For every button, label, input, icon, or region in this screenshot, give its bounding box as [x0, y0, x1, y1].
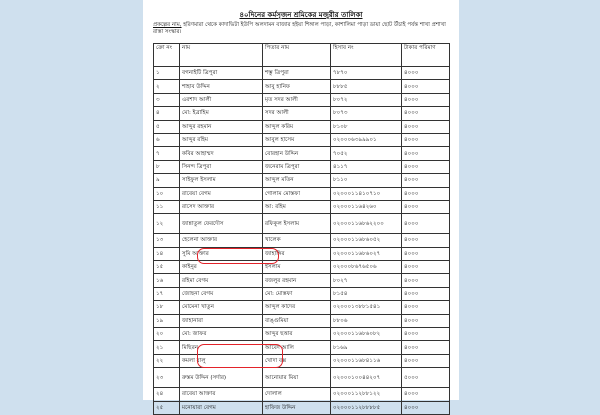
cell-father-name: বজলুর রহমান	[263, 274, 331, 287]
cell-amount: ৪০০০	[402, 388, 450, 401]
cell-father-name: দোলাল	[263, 388, 331, 401]
document-title: ৪০দিনের কর্মসৃজন শ্রমিকের মজুরীর তালিকা	[239, 11, 363, 19]
cell-account-no: ৮১৫৪	[331, 287, 402, 300]
cell-account-no: ০২০০০১৩৮৮১৫৪১	[331, 301, 402, 314]
cell-amount: ৪০০০	[402, 314, 450, 327]
table-row	[154, 67, 450, 80]
cell-account-no: ৮৮০৬	[331, 314, 402, 327]
cell-serial: ২০	[154, 328, 180, 341]
cell-father-name: জনেরাম ত্রিপুরা	[263, 160, 331, 173]
cell-account-no: ৮০২৭	[331, 274, 402, 287]
cell-account-no: ৪১১৭	[331, 160, 402, 173]
cell-account-no: ০২০০০১১২৮৮৮৮৫	[331, 401, 402, 414]
table-row	[154, 368, 450, 388]
cell-name: রাসেদ আক্তার	[180, 200, 263, 213]
table-row	[154, 147, 450, 160]
cell-account-no: ০২০০০১১৬৪২৬০	[331, 200, 402, 213]
cell-amount: ৪০০০	[402, 93, 450, 106]
cell-father-name: আবুল হাসেম	[263, 133, 331, 146]
cell-amount: ৪০০০	[402, 67, 450, 80]
table-header-row	[154, 44, 450, 67]
cell-name: শাহাব উদ্দিন	[180, 80, 263, 93]
cell-name: জান্নাতুল ফেরদৌস	[180, 214, 263, 234]
header-father-name: পিতার নাম	[263, 44, 331, 67]
cell-amount: ৪০০০	[402, 341, 450, 354]
table-row	[154, 160, 450, 173]
cell-amount: ৪০০০	[402, 107, 450, 120]
project-text: হরিণমারা থেকে কাদাভিটা ইউপি অলদামন বাজার হইয়া শিঙ্গাল পাড়া, কাশালিমা পাড়া ডায়া ছোট উঁচাই পর্যন্ত শাখা প্রশাখা রাস্তা সংস্কার।	[153, 22, 446, 35]
cell-amount: ৪০০০	[402, 247, 450, 260]
cell-father-name: আব্দুল করিম	[263, 120, 331, 133]
cell-father-name: সদর আলী	[263, 107, 331, 120]
cell-father-name: শম্ভু ত্রিপুরা	[263, 67, 331, 80]
cell-account-no: ০২০০০৮৬৭৬৫০৬	[331, 261, 402, 274]
table-row	[154, 214, 450, 234]
cell-serial: ২৩	[154, 368, 180, 388]
table-row	[154, 93, 450, 106]
table-row	[154, 234, 450, 247]
table-row	[154, 314, 450, 327]
cell-father-name: আব্দুল কাদের	[263, 301, 331, 314]
cell-name: বগনাইটি ত্রিপুরা	[180, 67, 263, 80]
project-description	[153, 22, 449, 36]
cell-amount: ৪০০০	[402, 401, 450, 414]
cell-amount: ৪০০০	[402, 187, 450, 200]
cell-name: সুমি আক্তার	[180, 247, 263, 260]
cell-serial: ২	[154, 80, 180, 93]
project-label: প্রকল্পের নাম,	[153, 22, 182, 28]
cell-account-no: ০২০০০১১৬৮৬২২০০	[331, 214, 402, 234]
table-row	[154, 174, 450, 187]
cell-serial: ১	[154, 67, 180, 80]
cell-name: কমলা বালু	[180, 354, 263, 367]
cell-father-name: আবু হানিফ	[263, 80, 331, 93]
cell-name: জোছনা বেগম	[180, 287, 263, 300]
cell-name: মো: জাফর	[180, 328, 263, 341]
cell-account-no: ০২০০০১১৪১০৭১০	[331, 187, 402, 200]
cell-account-no: ০২০০০১০০৪৪২০৭	[331, 368, 402, 388]
cell-account-no: ০২০০০১১৬৮৬০২৭	[331, 247, 402, 260]
cell-amount: ৪০০০	[402, 234, 450, 247]
document-page	[143, 0, 459, 411]
cell-serial: ১৫	[154, 261, 180, 274]
table-row	[154, 274, 450, 287]
table-row	[154, 133, 450, 146]
cell-account-no: ৮১১০	[331, 174, 402, 187]
cell-amount: ৪০০০	[402, 301, 450, 314]
cell-serial: ১২	[154, 214, 180, 234]
cell-serial: ৪	[154, 107, 180, 120]
cell-serial: ১৮	[154, 301, 180, 314]
cell-amount: ৪০০০	[402, 160, 450, 173]
cell-father-name: মো: মোস্তফা	[263, 287, 331, 300]
cell-name: সিনন্দ ত্রিপুরা	[180, 160, 263, 173]
cell-serial: ৮	[154, 160, 180, 173]
cell-amount: ৪০০০	[402, 174, 450, 187]
cell-amount: ৪০০০	[402, 200, 450, 213]
cell-name: রুস্তম উদ্দিন (সর্দার)	[180, 368, 263, 388]
cell-amount: ৪০০০	[402, 287, 450, 300]
cell-serial: ২৪	[154, 388, 180, 401]
table-row	[154, 388, 450, 401]
cell-account-no: ০২০০০১১২৮৮১২২	[331, 388, 402, 401]
cell-amount: ৪০০০	[402, 261, 450, 274]
cell-serial: ৩	[154, 93, 180, 106]
table-row	[154, 120, 450, 133]
cell-serial: ১৪	[154, 247, 180, 260]
cell-amount: ৪০০০	[402, 147, 450, 160]
cell-serial: ১৬	[154, 274, 180, 287]
cell-account-no: ০২০০০১১৬৮৪১১৬	[331, 354, 402, 367]
cell-serial: ২৫	[154, 401, 180, 414]
cell-name: রহিমা বেগম	[180, 274, 263, 287]
cell-father-name: রফিকুল ইসলাম	[263, 214, 331, 234]
table-row	[154, 287, 450, 300]
cell-father-name: খালেক	[263, 234, 331, 247]
cell-serial: ১৭	[154, 287, 180, 300]
table-row	[154, 261, 450, 274]
table-row	[154, 187, 450, 200]
cell-account-no: ৮৮৮৫	[331, 80, 402, 93]
cell-name: মনোয়ারা বেগম	[180, 401, 263, 414]
cell-amount: ৫০০০	[402, 368, 450, 388]
cell-amount: ৪০০০	[402, 354, 450, 367]
cell-serial: ৫	[154, 120, 180, 133]
cell-account-no: ৮০৭২	[331, 93, 402, 106]
cell-name: হেলেনা আক্তার	[180, 234, 263, 247]
cell-father-name: জাহাঙ্গির	[263, 247, 331, 260]
cell-account-no: ০২০০০১১৬৮৬০৮২	[331, 328, 402, 341]
cell-father-name: আব্দুর ছত্তার	[263, 328, 331, 341]
cell-serial: ১৯	[154, 314, 180, 327]
cell-account-no: ৭০৫২	[331, 147, 402, 160]
header-serial: ক্রো নং	[154, 44, 180, 67]
cell-father-name: বোরহান উদ্দিন	[263, 147, 331, 160]
cell-name: রাবেয়া আক্তার	[180, 388, 263, 401]
table-row	[154, 80, 450, 93]
highlight-circle-row-15	[197, 248, 279, 264]
table-row	[154, 401, 450, 414]
cell-father-name: আব্দুল মতিন	[263, 174, 331, 187]
cell-serial: ৯	[154, 174, 180, 187]
cell-account-no: ৮১৬৯	[331, 341, 402, 354]
cell-father-name: খোদা বক্স	[263, 354, 331, 367]
table-row	[154, 301, 450, 314]
cell-name: আব্দুর রহিম	[180, 133, 263, 146]
header-account-no: হিসাব নং	[331, 44, 402, 67]
cell-amount: ৪০০০	[402, 120, 450, 133]
cell-amount: ৪০০০	[402, 80, 450, 93]
cell-name: মোমেনা খাতুন	[180, 301, 263, 314]
cell-name: জাহানারা	[180, 314, 263, 327]
cell-serial: ৭	[154, 147, 180, 160]
cell-father-name: হাফিজ উদ্দিন	[263, 401, 331, 414]
cell-name: আব্দুর রহমান	[180, 120, 263, 133]
header-name: নাম	[180, 44, 263, 67]
header-amount: টাকার পরিমাণ	[402, 44, 450, 67]
cell-amount: ৪০০০	[402, 133, 450, 146]
cell-name: মো: ইব্রাহিম	[180, 107, 263, 120]
highlight-circle-row-23	[197, 344, 283, 368]
cell-account-no: ৮০৭৩	[331, 107, 402, 120]
cell-account-no: ০২০০০৬৩৯৯৯০১	[331, 133, 402, 146]
cell-serial: ৬	[154, 133, 180, 146]
table-row	[154, 328, 450, 341]
cell-amount: ৪০০০	[402, 328, 450, 341]
cell-account-no: ০২০০০১১৬৮৬০৫২	[331, 234, 402, 247]
cell-serial: ২২	[154, 354, 180, 367]
cell-serial: ১১	[154, 200, 180, 213]
cell-father-name: ইসলাম	[263, 261, 331, 274]
cell-name: কাইনুর	[180, 261, 263, 274]
cell-father-name: আ: রহিম	[263, 200, 331, 213]
table-row	[154, 107, 450, 120]
cell-name: সাইফুল ইসলাম	[180, 174, 263, 187]
cell-serial: ১০	[154, 187, 180, 200]
cell-serial: ২১	[154, 341, 180, 354]
cell-amount: ৪০০০	[402, 274, 450, 287]
cell-serial: ১৩	[154, 234, 180, 247]
cell-name: এরশাদ আলী	[180, 93, 263, 106]
cell-name: রাবেয়া বেগম	[180, 187, 263, 200]
cell-father-name: গোলাম মোস্তফা	[263, 187, 331, 200]
cell-father-name: আনোয়ার মিয়া	[263, 368, 331, 388]
cell-account-no: ৭৮৭০	[331, 67, 402, 80]
cell-name: কবির আহাম্মদ	[180, 147, 263, 160]
table-row	[154, 200, 450, 213]
cell-amount: ৪০০০	[402, 214, 450, 234]
cell-account-no: ৮১০৮	[331, 120, 402, 133]
cell-father-name: বাঙ্গুমিয়া	[263, 314, 331, 327]
cell-name: মিছিরন	[180, 341, 263, 354]
cell-father-name: মৃত সদর আলী	[263, 93, 331, 106]
cell-father-name: আবেদ আলি	[263, 341, 331, 354]
